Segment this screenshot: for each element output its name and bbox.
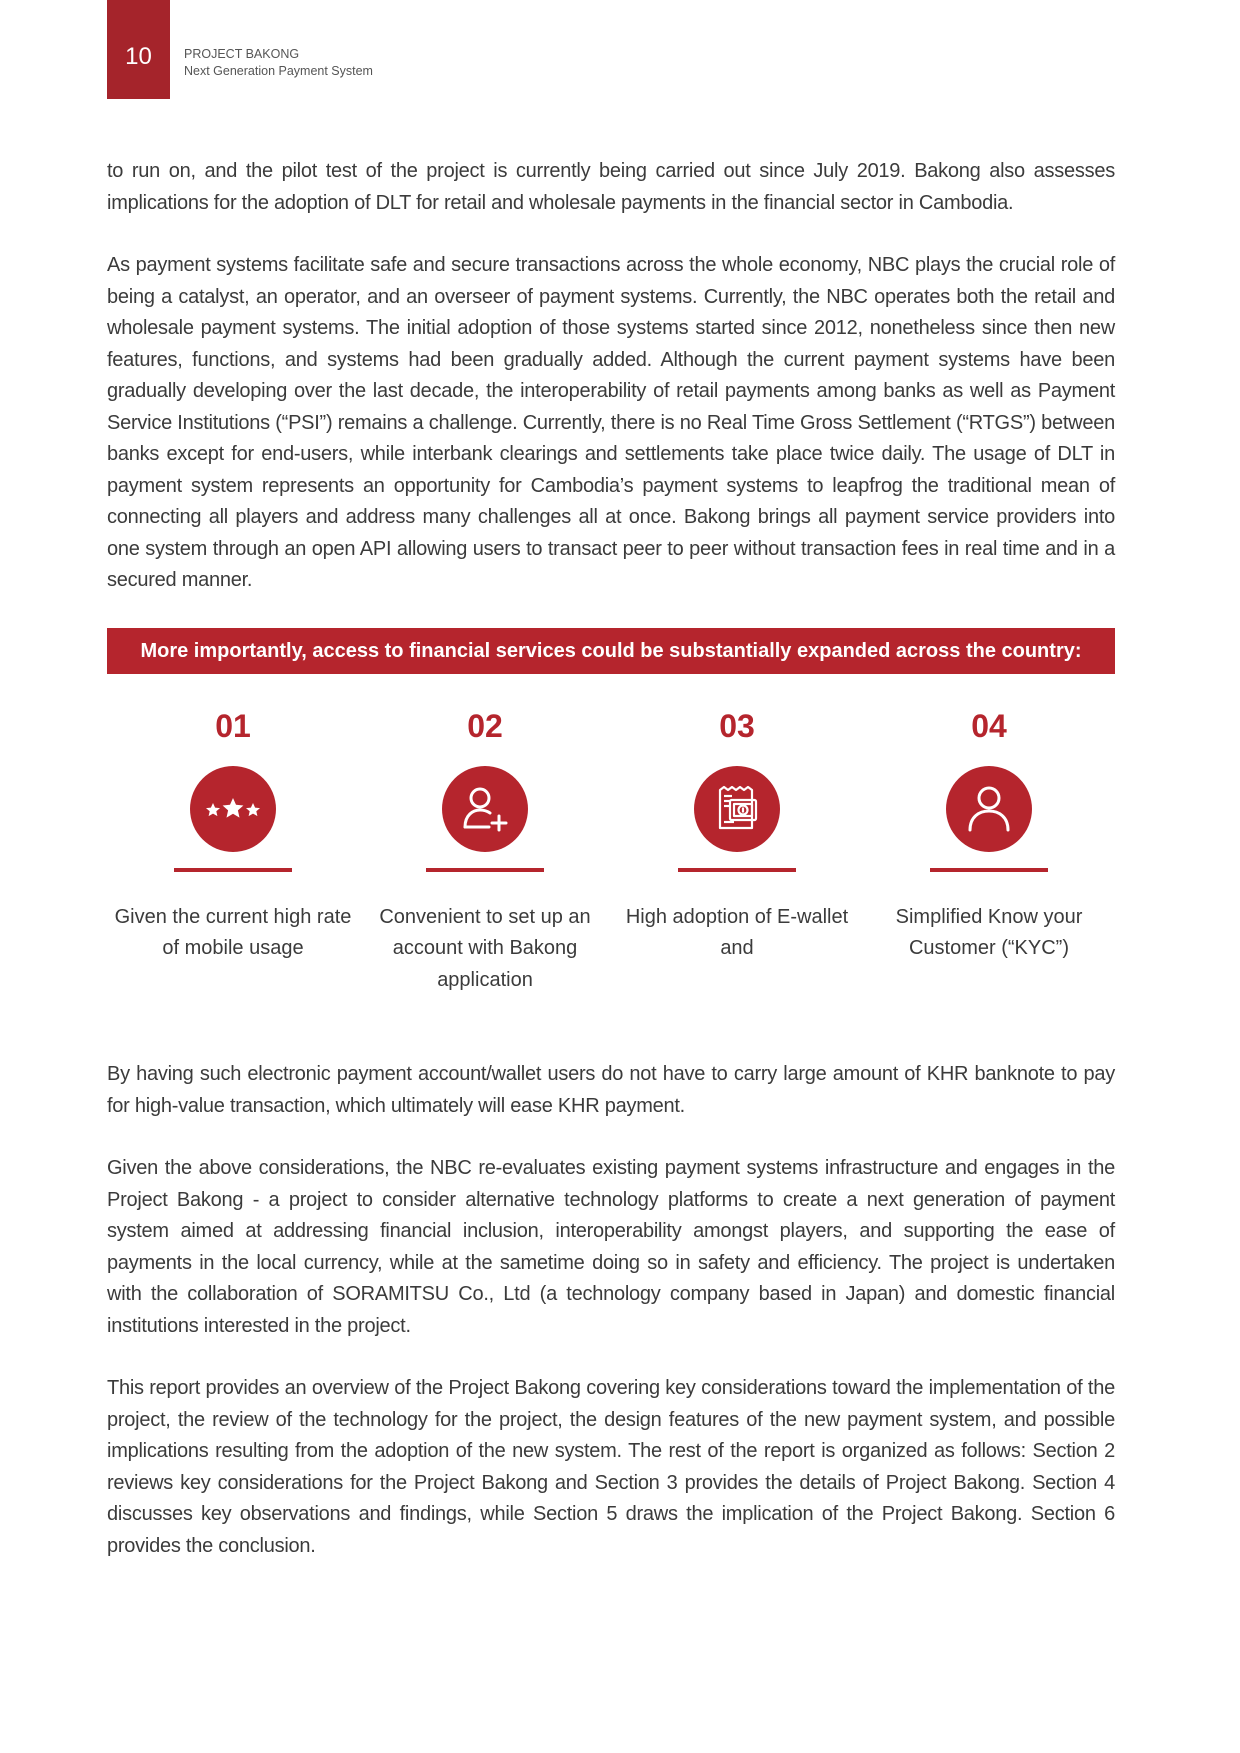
- feature-number: 04: [971, 707, 1007, 744]
- feature-description: Convenient to set up an account with Bakong application: [379, 905, 591, 991]
- feature-divider: [930, 868, 1048, 872]
- body-paragraph: Given the above considerations, the NBC re-evaluates existing payment systems infrastructure and engages in the Project Bakong - a project to consider alternative technology platforms to create a next generation of payment system aimed at addressing financial inclusion, interoperability amongst players, and supporting the ease of payments in the local currency, while at the sametime doing so in safety and efficiency. The project is undertaken with the collaboration of SORAMITSU Co., Ltd (a technology company based in Japan) and domestic financial institutions interested in the project.: [107, 1157, 1115, 1337]
- add-user-icon: [442, 766, 528, 852]
- body-paragraph: As payment systems facilitate safe and secure transactions across the whole economy, NBC plays the crucial role of being a catalyst, an operator, and an overseer of payment systems. Currently, the NBC operates both the retail and wholesale payment systems. The initial adoption of those systems started since 2012, nonetheless since then new features, functions, and systems had been gradually added. Although the current payment systems have been gradually developing over the last decade, the interoperability of retail payments among banks as well as Payment Service Institutions (“PSI”) remains a challenge. Currently, there is no Real Time Gross Settlement (“RTGS”) between banks except for end-users, while interbank clearings and settlements take place twice daily. The usage of DLT in payment system represents an opportunity for Cambodia’s payment systems to leapfrog the traditional mean of connecting all players and address many challenges all at once. Bakong brings all payment service providers into one system through an open API allowing users to transact peer to peer without transaction fees in real time and in a secured manner.: [107, 254, 1115, 591]
- body-paragraph: By having such electronic payment account/wallet users do not have to carry large amount of KHR banknote to pay for high-value transaction, which ultimately will ease KHR payment.: [107, 1063, 1115, 1117]
- body-paragraph: to run on, and the pilot test of the project is currently being carried out since July 2019. Bakong also assesses implications for the adoption of DLT for retail and wholesale payments in the financial sector in Cambodia.: [107, 160, 1115, 214]
- feature-number: 01: [215, 707, 251, 744]
- e-wallet-icon: [694, 766, 780, 852]
- feature-item: [359, 706, 611, 997]
- highlight-banner: [107, 628, 1115, 674]
- feature-item: [863, 706, 1115, 997]
- page-body: [107, 156, 1115, 1593]
- body-paragraph: This report provides an overview of the Project Bakong covering key considerations toward the implementation of the project, the review of the technology for the project, the design features of the new payment system, and possible implications resulting from the adoption of the new system. The rest of the report is organized as follows: Section 2 reviews key considerations for the Project Bakong and Section 3 provides the details of Project Bakong. Section 4 discusses key observations and findings, while Section 5 draws the implication of the Project Bakong. Section 6 provides the conclusion.: [107, 1377, 1115, 1557]
- running-header: [184, 46, 373, 80]
- feature-number: 03: [719, 707, 755, 744]
- feature-description: Given the current high rate of mobile usage: [114, 905, 352, 959]
- feature-description: High adoption of E-wallet and: [625, 905, 849, 959]
- feature-row: [107, 706, 1115, 997]
- feature-divider: [174, 868, 292, 872]
- feature-item: [107, 706, 359, 997]
- feature-divider: [426, 868, 544, 872]
- header-title: PROJECT BAKONG: [184, 47, 300, 61]
- feature-item: [611, 706, 863, 997]
- stars-icon: [190, 766, 276, 852]
- banner-text: More importantly, access to financial services could be substantially expanded across the country:: [140, 639, 1082, 662]
- user-icon: [946, 766, 1032, 852]
- feature-divider: [678, 868, 796, 872]
- page-number-tab: [107, 0, 170, 99]
- header-subtitle: Next Generation Payment System: [184, 64, 373, 78]
- page-number: 10: [125, 43, 152, 70]
- feature-description: Simplified Know your Customer (“KYC”): [895, 905, 1083, 959]
- closing-section: [107, 1059, 1115, 1562]
- feature-number: 02: [467, 707, 503, 744]
